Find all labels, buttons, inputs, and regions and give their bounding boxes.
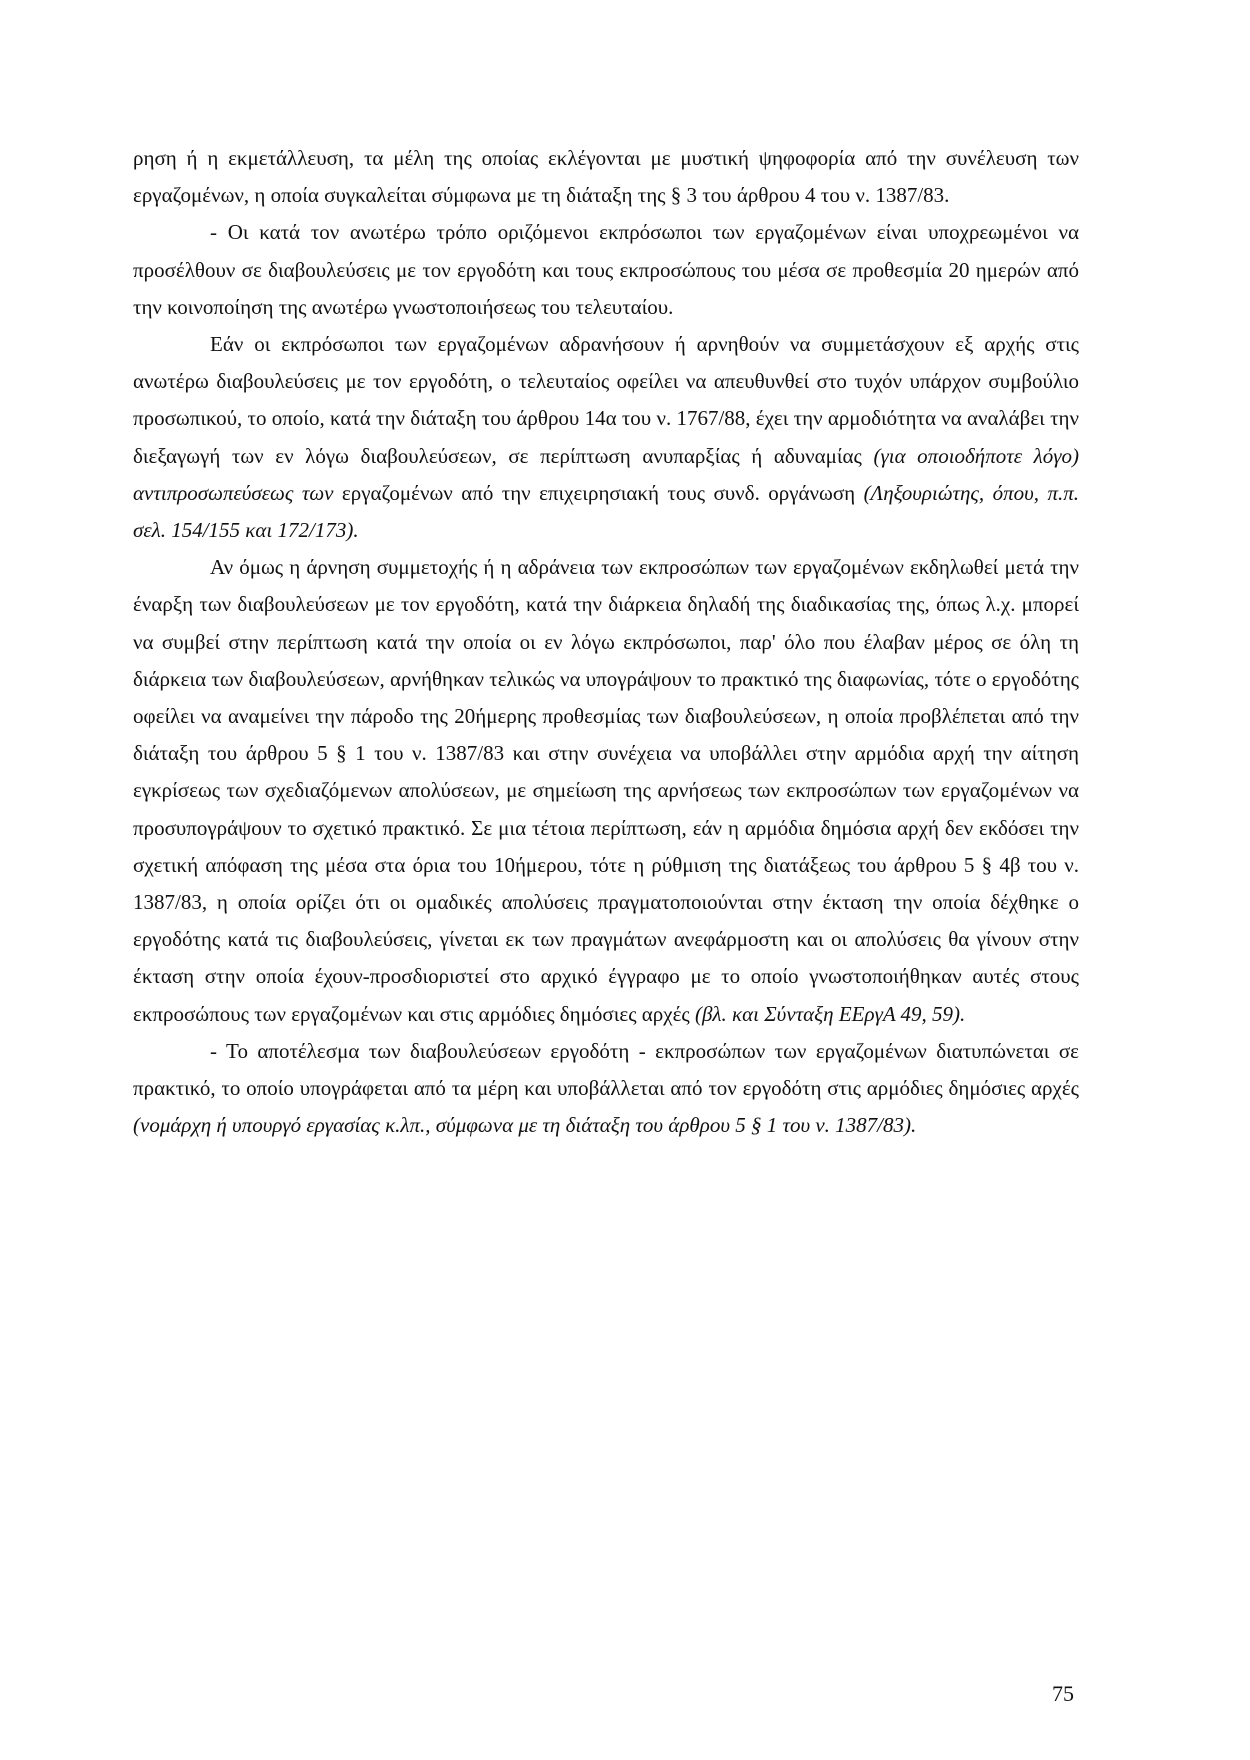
- paragraph-3-italic-b: (Ληξουριώτης, όπου, π.π. σελ. 154/155 και 172/173).: [133, 480, 1079, 543]
- paragraph-5-italic-a: (νομάρχη ή υπουργό εργασίας κ.λπ., σύμφωνα με τη διάταξη του άρθρου 5 § 1 του ν. 1387/83).: [133, 1113, 917, 1138]
- paragraph-4-italic-a: (βλ. και Σύνταξη ΕΕργΑ 49, 59).: [694, 1001, 966, 1026]
- paragraph-5-text-a: - Το αποτέλεσμα των διαβουλεύσεων εργοδότη - εκπροσώπων των εργαζομένων διατυπώνεται σε πρακτικό, το οποίο υπογράφεται από τα μέρη και υποβάλλεται από τον εργοδότη στις αρμόδιες δημόσιες αρχές: [133, 1038, 1079, 1101]
- paragraph-4: [133, 549, 1079, 1033]
- paragraph-5: [133, 1033, 1079, 1145]
- paragraph-1-text: ρηση ή η εκμετάλλευση, τα μέλη της οποίας εκλέγονται με μυστική ψηφοφορία από την συνέλευση των εργαζομένων, η οποία συγκαλείται σύμφωνα με τη διάταξη της § 3 του άρθρου 4 του ν. 1387/83.: [133, 146, 1079, 208]
- page-number: 75: [1052, 1681, 1074, 1706]
- paragraph-3: [133, 326, 1079, 549]
- paragraph-2: [133, 214, 1079, 326]
- paragraph-4-text-a: Αν όμως η άρνηση συμμετοχής ή η αδράνεια των εκπροσώπων των εργαζομένων εκδηλωθεί μετά την έναρξη των διαβουλεύσεων με τον εργοδότη, κατά την διάρκεια δηλαδή της διαδικασίας της, όπως λ.χ. μπορεί να συμβεί στην περίπτωση κατά την οποία οι εν λόγω εκπρόσωποι, παρ' όλο που έλαβαν μέρος σε όλη τη διάρκεια των διαβουλεύσεων, αρνήθηκαν τελικώς να υπογράψουν το πρακτικό της διαφωνίας, τότε ο εργοδότης οφείλει να αναμείνει την πάροδο της 20ήμερης προθεσμίας των διαβουλεύσεων, η οποία προβλέπεται από την διάταξη του άρθρου 5 § 1 του ν. 1387/83 και στην συνέχεια να υποβάλλει στην αρμόδια αρχή την αίτηση εγκρίσεως των σχεδιαζόμενων απολύσεων, με σημείωση της αρνήσεως των εκπροσώπων των εργαζομένων να προσυπογράψουν το σχετικό πρακτικό. Σε μια τέτοια περίπτωση, εάν η αρμόδια δημόσια αρχή δεν εκδόσει την σχετική απόφαση της μέσα στα όρια του 10ήμερου, τότε η ρύθμιση της διατάξεως του άρθρου 5 § 4β του ν. 1387/83, η οποία ορίζει ότι οι ομαδικές απολύσεις πραγματοποιούνται στην έκταση την οποία δέχθηκε ο εργοδότης κατά τις διαβουλεύσεις, γίνεται εκ των πραγμάτων ανεφάρμοστη και οι απολύσεις θα γίνουν στην έκταση στην οποία έχουν-προσδιοριστεί στο αρχικό έγγραφο με το οποίο γνωστοποιήθηκαν αυτές στους εκπροσώπους των εργαζομένων και στις αρμόδιες δημόσιες αρχές: [133, 555, 1079, 1026]
- paragraph-2-text: - Οι κατά τον ανωτέρω τρόπο οριζόμενοι εκπρόσωποι των εργαζομένων είναι υποχρεωμένοι να προσέλθουν σε διαβουλεύσεις με τον εργοδότη και τους εκπροσώπους του μέσα σε προθεσμία 20 ημερών από την κοινοποίηση της ανωτέρω γνωστοποιήσεως του τελευταίου.: [133, 220, 1079, 319]
- paragraph-1: [133, 140, 1079, 214]
- paragraph-3-text-b: εργαζομένων από την επιχειρησιακή τους συνδ. οργάνωση: [333, 480, 864, 505]
- paragraph-3-italic-a: (για οποιοδήποτε λόγο) αντιπροσωπεύσεως των: [133, 443, 1079, 505]
- paragraph-3-text-a: Εάν οι εκπρόσωποι των εργαζομένων αδρανήσουν ή αρνηθούν να συμμετάσχουν εξ αρχής στις ανωτέρω διαβουλεύσεις με τον εργοδότη, ο τελευταίος οφείλει να απευθυνθεί στο τυχόν υπάρχον συμβούλιο προσωπικού, το οποίο, κατά την διάταξη του άρθρου 14α του ν. 1767/88, έχει την αρμοδιότητα να αναλάβει την διεξαγωγή των εν λόγω διαβουλεύσεων, σε περίπτωση ανυπαρξίας ή αδυναμίας: [133, 332, 1079, 468]
- document-body: [133, 140, 1079, 1144]
